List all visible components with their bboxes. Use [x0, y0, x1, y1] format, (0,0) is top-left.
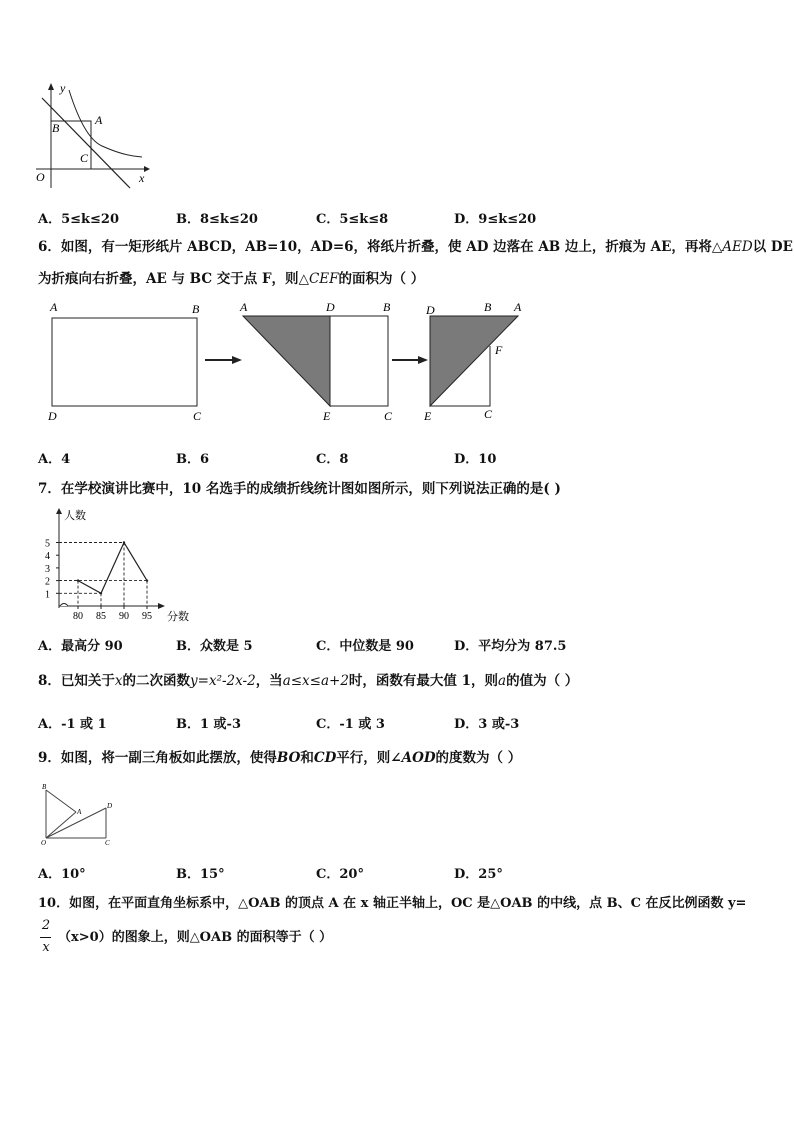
q6-fig2-a: A [240, 300, 248, 314]
q9-option-a: A．10° [38, 867, 86, 882]
q7-data-point [100, 592, 102, 594]
q7-ylabel: 人数 [64, 510, 86, 522]
q7-y-arrow [56, 508, 62, 514]
q6-fig3-c: C [484, 407, 493, 421]
q6-fig3-shaded-triangle [430, 316, 518, 406]
q8-p5: 的值为（ ） [506, 673, 579, 689]
q7-line-chart [36, 506, 206, 630]
q5-line [42, 98, 130, 188]
q5-option-a: A．5≤k≤20 [38, 212, 120, 227]
q9-p3: 平行，则 [336, 750, 391, 766]
q6-arrow1-head [232, 356, 242, 364]
q6-fig3-e: E [424, 409, 432, 423]
q7-data-point [123, 541, 125, 543]
q8-option-d: D．3 或-3 [454, 717, 520, 732]
q7-x-arrow [158, 603, 165, 609]
q7-xtick-label: 90 [119, 611, 129, 622]
q7-ytick-label: 1 [45, 589, 50, 601]
q6-stem-2a: 为折痕向右折叠，AE 与 BC 交于点 F，则 [38, 271, 299, 287]
q5-label-o: O [36, 170, 45, 184]
q6-fig2-rectangle [330, 316, 388, 406]
q6-fig1-b: B [192, 302, 200, 316]
q6-fig3-b: B [484, 300, 492, 314]
q5-option-c: C．5≤k≤8 [316, 212, 389, 227]
q7-ytick-label: 3 [45, 563, 50, 575]
q6-fig1-rectangle [52, 318, 197, 406]
q8-a: a [498, 673, 507, 689]
q8-p2: 的二次函数 [122, 673, 191, 689]
q6-fig1-d: D [48, 409, 57, 423]
q9-ba-line [46, 790, 76, 812]
q7-series-line [78, 543, 147, 594]
q7-option-c: C．中位数是 90 [316, 639, 414, 654]
q6-fig3-f: F [495, 343, 503, 357]
q9-label-d: D [107, 802, 113, 810]
q9-cd: CD [313, 750, 337, 766]
q6-stem-line2 [38, 270, 424, 288]
q8-p3: ，当 [255, 673, 283, 689]
q9-p4: 的度数为（ ） [435, 750, 522, 766]
q6-math-aed: △AED [711, 239, 753, 255]
q7-stem: 7．在学校演讲比赛中，10 名选手的成绩折线统计图如图所示，则下列说法正确的是( ) [38, 481, 561, 497]
q8-option-a: A．-1 或 1 [38, 717, 107, 732]
q7-ytick-label: 2 [45, 576, 50, 588]
q6-stem-1a: 6．如图，有一矩形纸片 ABCD，AB=10，AD=6，将纸片折叠，使 AD 边落在 AB 边上，折痕为 AE，再将 [38, 239, 712, 255]
q6-stem-2b: 的面积为（ ） [338, 271, 425, 287]
q6-fig2-d: D [326, 300, 335, 314]
q5-label-c: C [80, 151, 89, 165]
q10-stem-line2: （x>0）的图象上，则△OAB 的面积等于（ ） [58, 930, 333, 945]
q10-fraction-denominator: x [42, 940, 50, 955]
q10-fraction-bar [40, 937, 51, 938]
q6-figure [40, 296, 540, 426]
q7-option-a: A．最高分 90 [38, 639, 123, 654]
q8-option-c: C．-1 或 3 [316, 717, 385, 732]
q9-bo: BO [276, 750, 301, 766]
q6-fig2-e: E [323, 409, 331, 423]
q10-stem-line1: 10．如图，在平面直角坐标系中，△OAB 的顶点 A 在 x 轴正半轴上，OC 是△OAB 的中线，点 B、C 在反比例函数 y= [38, 896, 747, 911]
q5-label-a: A [95, 113, 103, 127]
q7-xlabel: 分数 [167, 611, 189, 623]
q5-label-b: B [52, 121, 60, 135]
q6-arrow2-head [418, 356, 428, 364]
q9-label-o: O [41, 839, 47, 846]
q6-fig2-b: B [383, 300, 391, 314]
q8-p1: 8．已知关于 [38, 673, 115, 689]
q9-option-c: C．20° [316, 867, 364, 882]
q10-fraction-numerator: 2 [41, 918, 51, 933]
q6-option-c: C．8 [316, 452, 349, 467]
q7-data-point [77, 579, 79, 581]
q5-label-y: y [60, 81, 66, 95]
q9-option-d: D．25° [454, 867, 503, 882]
q6-math-cef: △CEF [298, 271, 339, 287]
q8-condition: a≤x≤a+2 [282, 673, 349, 689]
q6-option-b: B．6 [176, 452, 210, 467]
q6-fig3-a: A [514, 300, 522, 314]
q5-y-arrow [48, 83, 54, 90]
q7-option-b: B．众数是 5 [176, 639, 253, 654]
q7-ytick-label: 4 [45, 551, 50, 563]
q9-p1: 9．如图，将一副三角板如此摆放，使得 [38, 750, 277, 766]
q6-fig2-c: C [384, 409, 393, 423]
q9-label-b: B [42, 783, 47, 791]
q5-label-x: x [139, 171, 145, 185]
q6-fig2-shaded-triangle [243, 316, 330, 406]
q6-fig1-c: C [193, 409, 202, 423]
q6-stem-1b: 以 DE [752, 239, 793, 255]
q9-figure [36, 782, 122, 846]
q9-angle: ∠AOD [390, 750, 436, 766]
q9-stem [38, 749, 521, 767]
q7-xtick-label: 80 [73, 611, 83, 622]
q8-stem [38, 672, 578, 690]
q7-axis-break [60, 604, 68, 607]
q5-option-b: B．8≤k≤20 [176, 212, 258, 227]
q7-xtick-label: 85 [96, 611, 106, 622]
q5-hyperbola [69, 90, 142, 157]
q9-p2: 和 [300, 750, 314, 766]
q5-figure [32, 80, 152, 192]
q6-fig1-a: A [50, 300, 58, 314]
q7-ytick-label: 5 [45, 538, 50, 550]
q8-option-b: B．1 或-3 [176, 717, 242, 732]
q6-option-d: D．10 [454, 452, 497, 467]
q7-xtick-label: 95 [142, 611, 152, 622]
q9-label-a: A [77, 808, 82, 816]
q9-option-b: B．15° [176, 867, 225, 882]
q6-option-a: A．4 [38, 452, 71, 467]
q6-fig3-d: D [426, 303, 435, 317]
q8-x: x [114, 673, 123, 689]
q5-x-arrow [144, 166, 150, 172]
q8-p4: 时，函数有最大值 1，则 [348, 673, 499, 689]
q6-stem-line1 [38, 238, 793, 256]
q7-data-point [146, 579, 148, 581]
q5-option-d: D．9≤k≤20 [454, 212, 537, 227]
q7-option-d: D．平均分为 87.5 [454, 639, 567, 654]
q9-label-c: C [105, 839, 110, 846]
q8-function: y=x²-2x-2 [190, 673, 256, 689]
